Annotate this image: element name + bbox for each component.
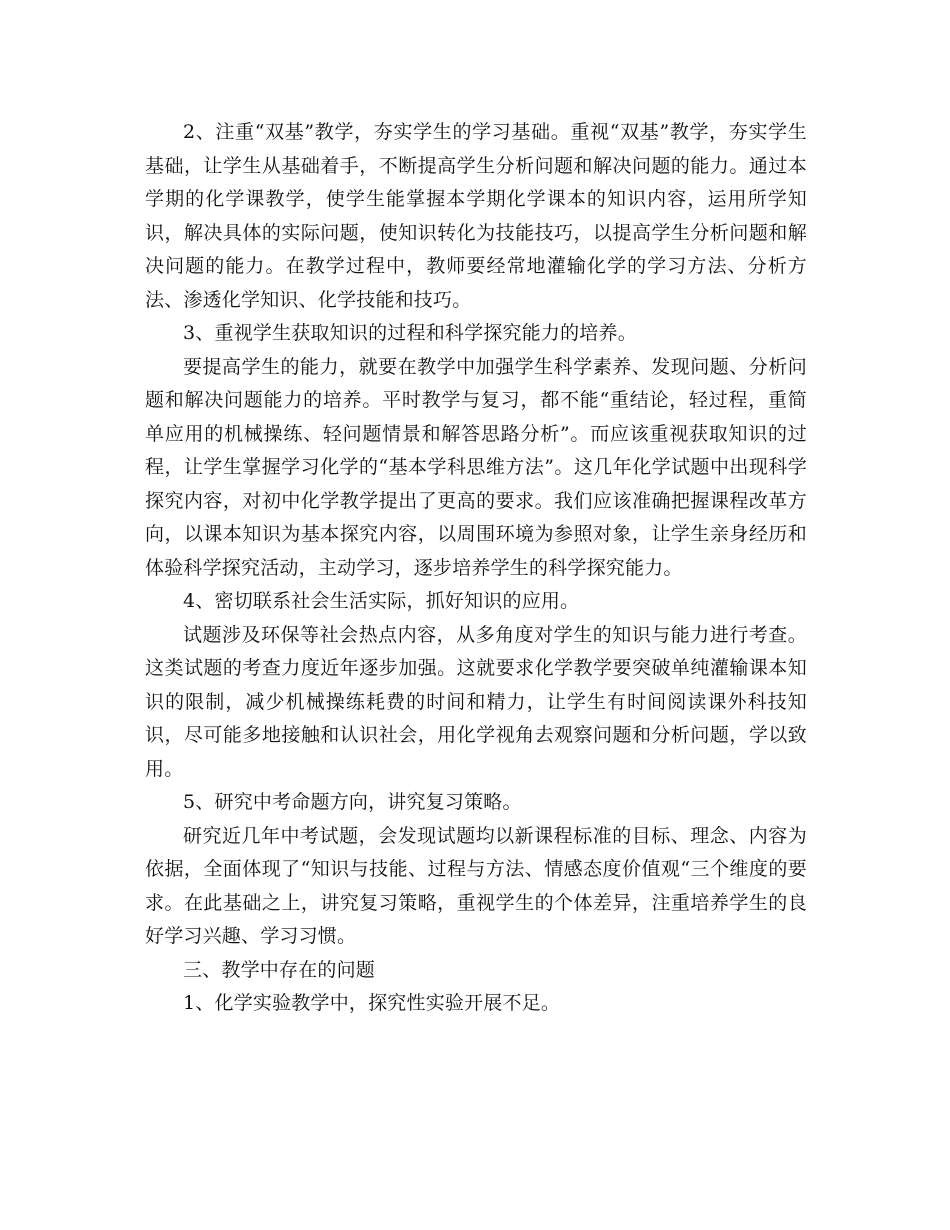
paragraph-problem-1: 1、化学实验教学中，探究性实验开展不足。 [183, 992, 561, 1014]
section-3-heading: 三、教学中存在的问题 [183, 958, 376, 981]
paragraph-point-4-body: 试题涉及环保等社会热点内容，从多角度对学生的知识与能力进行考查。这类试题的考查力度近年逐步加强。这就要求化学教学要突破单纯灌输课本知识的限制，减少机械操练耗费的时间和精力，让学生有时间阅读课外科技知识，尽可能多地接触和认识社会，用化学视角去观察问题和分析问题，学以致用。 [145, 623, 807, 780]
paragraph-point-2: 2、注重“双基”教学，夯实学生的学习基础。重视“双基”教学，夯实学生基础，让学生从基础着手，不断提高学生分析问题和解决问题的能力。通过本学期的化学课教学，使学生能掌握本学期化学课本的知识内容，运用所学知识，解决具体的实际问题，使知识转化为技能技巧，以提高学生分析问题和解决问题的能力。在教学过程中，教师要经常地灌输化学的学习方法、分析方法、渗透化学知识、化学技能和技巧。 [145, 121, 807, 311]
paragraph-point-4-heading: 4、密切联系社会生活实际，抓好知识的应用。 [183, 590, 580, 612]
paragraph-point-5-heading: 5、研究中考命题方向，讲究复习策略。 [183, 791, 522, 813]
document-body [145, 116, 807, 1021]
paragraph-point-5-body: 研究近几年中考试题，会发现试题均以新课程标准的目标、理念、内容为依据，全面体现了“知识与技能、过程与方法、情感态度价值观“三个维度的要求。在此基础之上，讲究复习策略，重视学生的个体差异，注重培养学生的良好学习兴趣、学习习惯。 [145, 824, 807, 947]
paragraph-point-3-heading: 3、重视学生获取知识的过程和科学探究能力的培养。 [183, 322, 637, 344]
paragraph-point-3-body: 要提高学生的能力，就要在教学中加强学生科学素养、发现问题、分析问题和解决问题能力的培养。平时教学与复习，都不能“重结论，轻过程，重简单应用的机械操练、轻问题情景和解答思路分析”。而应该重视获取知识的过程，让学生掌握学习化学的“基本学科思维方法”。这几年化学试题中出现科学探究内容，对初中化学教学提出了更高的要求。我们应该准确把握课程改革方向，以课本知识为基本探究内容，以周围环境为参照对象，让学生亲身经历和体验科学探究活动，主动学习，逐步培养学生的科学探究能力。 [145, 355, 807, 579]
